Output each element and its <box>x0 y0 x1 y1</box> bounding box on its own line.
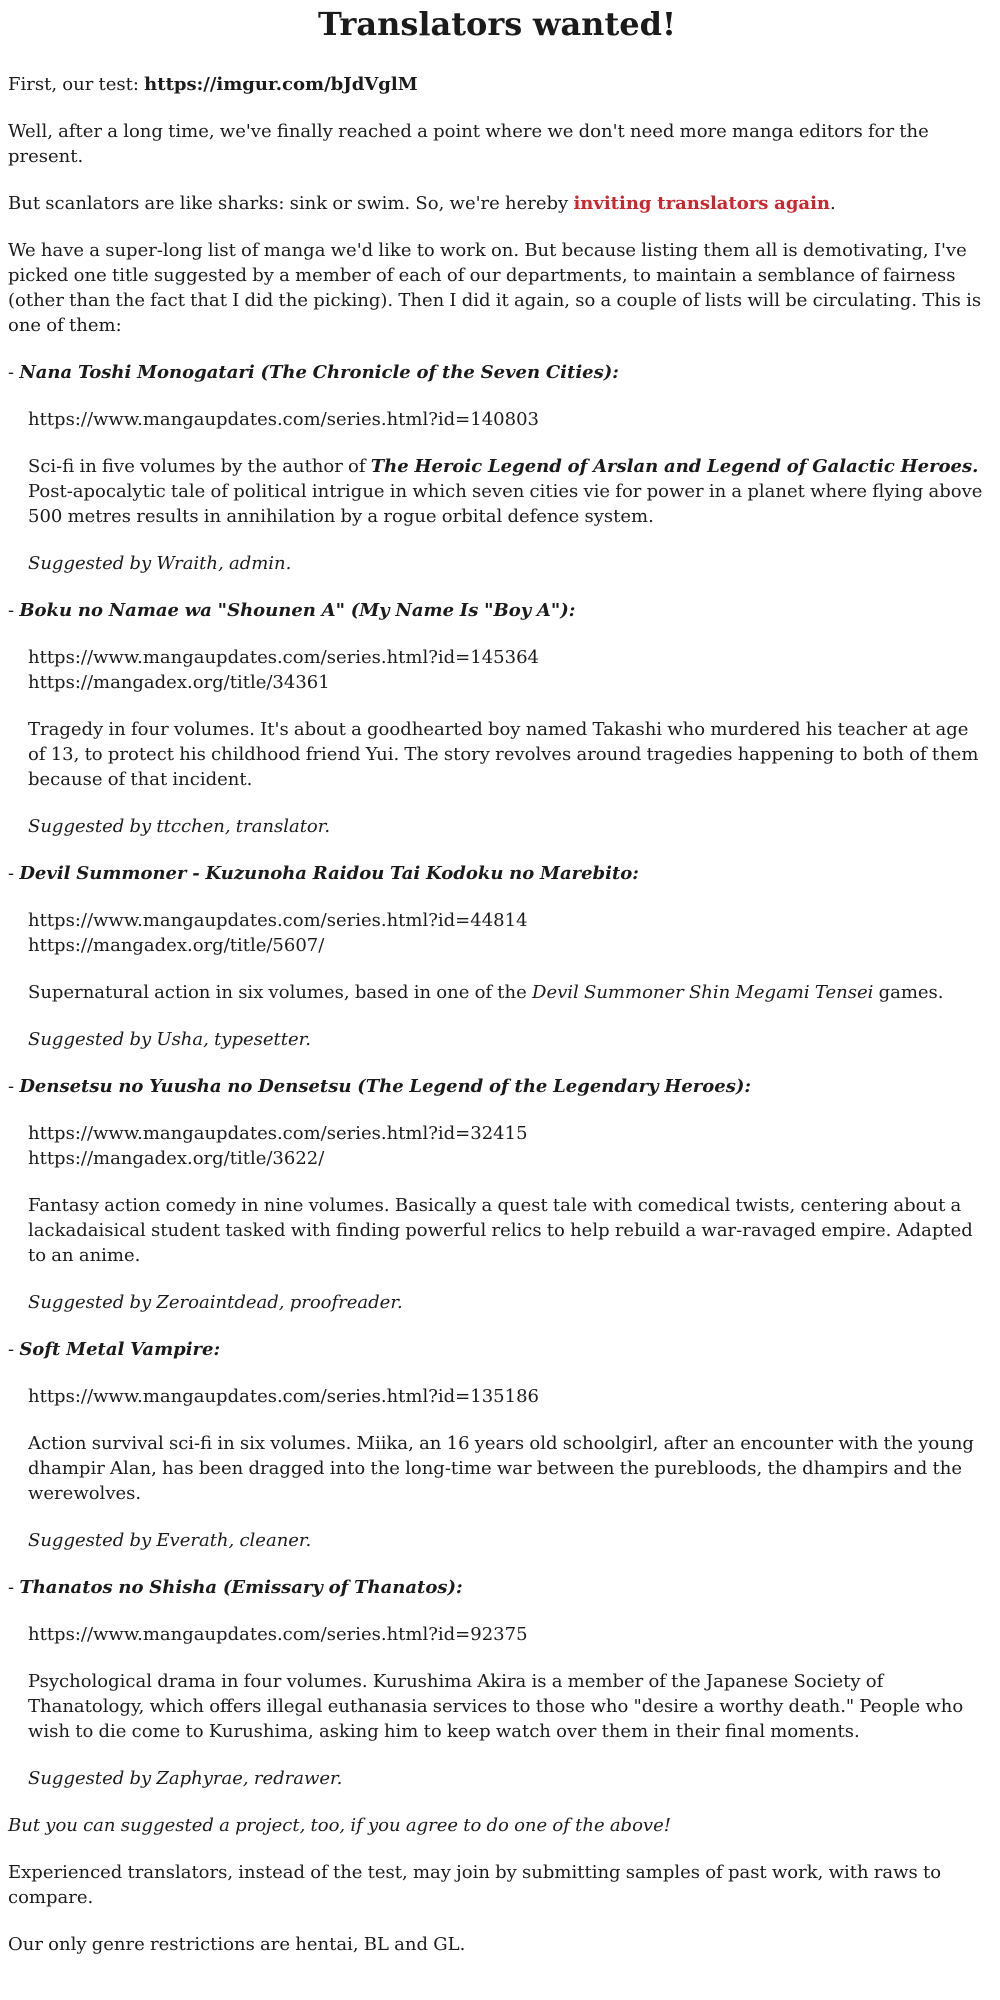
page-title: Translators wanted! <box>318 5 676 43</box>
referenced-work-title: The Heroic Legend of Arslan and Legend of Galactic Heroes. <box>370 456 979 477</box>
series-link-mangadex: https://mangadex.org/title/3622/ <box>28 1148 325 1169</box>
description-text: Action survival sci-fi in six volumes. Miika, an 16 years old schoolgirl, after an encounter with the young dhampir Alan, has been dragged into the long-time war between the purebloods, the dhampirs and the werewolves. <box>28 1433 974 1504</box>
test-line-prefix: First, our test: <box>8 74 145 95</box>
series-link-mangaupdates: https://www.mangaupdates.com/series.html?id=44814 <box>28 910 528 931</box>
series-item-thanatos <box>8 1575 986 1791</box>
test-url: https://imgur.com/bJdVglM <box>144 74 418 95</box>
series-title-text: Nana Toshi Monogatari (The Chronicle of the Seven Cities): <box>19 362 619 383</box>
series-description <box>28 1431 986 1506</box>
series-item-densetsu <box>8 1074 986 1315</box>
series-title <box>8 1074 986 1099</box>
series-bullet: - <box>8 600 20 621</box>
test-line <box>8 72 986 97</box>
series-title <box>8 598 986 623</box>
sharks-suffix: . <box>830 193 836 214</box>
suggested-by-line: Suggested by Zeroaintdead, proofreader. <box>28 1292 403 1313</box>
series-link-mangadex: https://mangadex.org/title/5607/ <box>28 935 325 956</box>
suggested-by-line: Suggested by ttcchen, translator. <box>28 816 331 837</box>
suggested-by-line: Suggested by Usha, typesetter. <box>28 1029 312 1050</box>
series-description <box>28 980 986 1005</box>
series-bullet: - <box>8 1339 20 1360</box>
series-links <box>28 1121 986 1171</box>
series-description <box>28 1669 986 1744</box>
series-title <box>8 1337 986 1362</box>
series-description <box>28 454 986 529</box>
series-bullet: - <box>8 362 20 383</box>
description-text: Fantasy action comedy in nine volumes. Basically a quest tale with comedical twists, centering about a lackadaisical student tasked with finding powerful relics to help rebuild a war-ravaged empire. Adapted to an anime. <box>28 1195 973 1266</box>
description-text: Supernatural action in six volumes, based in one of the <box>28 982 533 1003</box>
series-link-mangaupdates: https://www.mangaupdates.com/series.html?id=32415 <box>28 1123 528 1144</box>
description-text: games. <box>873 982 944 1003</box>
description-text: Tragedy in four volumes. It's about a goodhearted boy named Takashi who murdered his teacher at age of 13, to protect his childhood friend Yui. The story revolves around tragedies happening to both of them because of that incident. <box>28 719 979 790</box>
series-link-mangadex: https://mangadex.org/title/34361 <box>28 672 330 693</box>
series-title <box>8 861 986 886</box>
description-text: Post-apocalytic tale of political intrigue in which seven cities vie for power in a planet where flying above 500 metres results in annihilation by a rogue orbital defence system. <box>28 481 983 527</box>
series-link-mangaupdates: https://www.mangaupdates.com/series.html?id=140803 <box>28 409 539 430</box>
series-link-mangaupdates: https://www.mangaupdates.com/series.html?id=145364 <box>28 647 539 668</box>
series-title-text: Soft Metal Vampire: <box>19 1339 221 1360</box>
series-title-text: Thanatos no Shisha (Emissary of Thanatos): <box>19 1577 463 1598</box>
intro-paragraph-editors: Well, after a long time, we've finally reached a point where we don't need more manga editors for the present. <box>8 121 929 167</box>
referenced-work-title: Devil Summoner Shin Megami Tensei <box>532 982 874 1003</box>
series-title <box>8 360 986 385</box>
outro-genres-line: Our only genre restrictions are hentai, BL and GL. <box>8 1934 466 1955</box>
series-title-text: Boku no Namae wa "Shounen A" (My Name Is "Boy A"): <box>19 600 576 621</box>
intro-paragraph-list: We have a super-long list of manga we'd like to work on. But because listing them all is demotivating, I've picked one title suggested by a member of each of our departments, to maintain a semblance of fairness (other than the fact that I did the picking). Then I did it again, so a couple of lists will be circulating. This is one of them: <box>8 240 982 336</box>
outro-suggest-line: But you can suggested a project, too, if you agree to do one of the above! <box>8 1815 671 1836</box>
description-text: Sci-fi in five volumes by the author of <box>28 456 371 477</box>
series-link-mangaupdates: https://www.mangaupdates.com/series.html?id=92375 <box>28 1624 528 1645</box>
series-title <box>8 1575 986 1600</box>
series-bullet: - <box>8 1577 20 1598</box>
series-item-devil-summoner <box>8 861 986 1052</box>
description-text: Psychological drama in four volumes. Kurushima Akira is a member of the Japanese Society of Thanatology, which offers illegal euthanasia services to those who "desire a worthy death." People who wish to die come to Kurushima, asking him to keep watch over them in their final moments. <box>28 1671 964 1742</box>
intro-paragraph-sharks <box>8 191 986 216</box>
suggested-by-line: Suggested by Zaphyrae, redrawer. <box>28 1768 343 1789</box>
series-link-mangaupdates: https://www.mangaupdates.com/series.html?id=135186 <box>28 1386 539 1407</box>
series-links <box>28 908 986 958</box>
suggested-by-line: Suggested by Wraith, admin. <box>28 553 292 574</box>
sharks-prefix: But scanlators are like sharks: sink or swim. So, we're hereby <box>8 193 574 214</box>
series-title-text: Devil Summoner - Kuzunoha Raidou Tai Kodoku no Marebito: <box>19 863 639 884</box>
outro-experienced-line: Experienced translators, instead of the test, may join by submitting samples of past work, with raws to compare. <box>8 1862 942 1908</box>
series-links <box>28 1622 986 1647</box>
series-item-soft-metal-vampire <box>8 1337 986 1553</box>
suggested-by-line: Suggested by Everath, cleaner. <box>28 1530 312 1551</box>
series-description <box>28 1193 986 1268</box>
series-links <box>28 645 986 695</box>
series-title-text: Densetsu no Yuusha no Densetsu (The Legend of the Legendary Heroes): <box>19 1076 752 1097</box>
series-item-nana-toshi <box>8 360 986 576</box>
series-bullet: - <box>8 1076 20 1097</box>
series-links <box>28 407 986 432</box>
series-item-boku-no-namae <box>8 598 986 839</box>
highlight-inviting-translators: inviting translators again <box>573 193 830 214</box>
series-bullet: - <box>8 863 20 884</box>
series-links <box>28 1384 986 1409</box>
series-description <box>28 717 986 792</box>
